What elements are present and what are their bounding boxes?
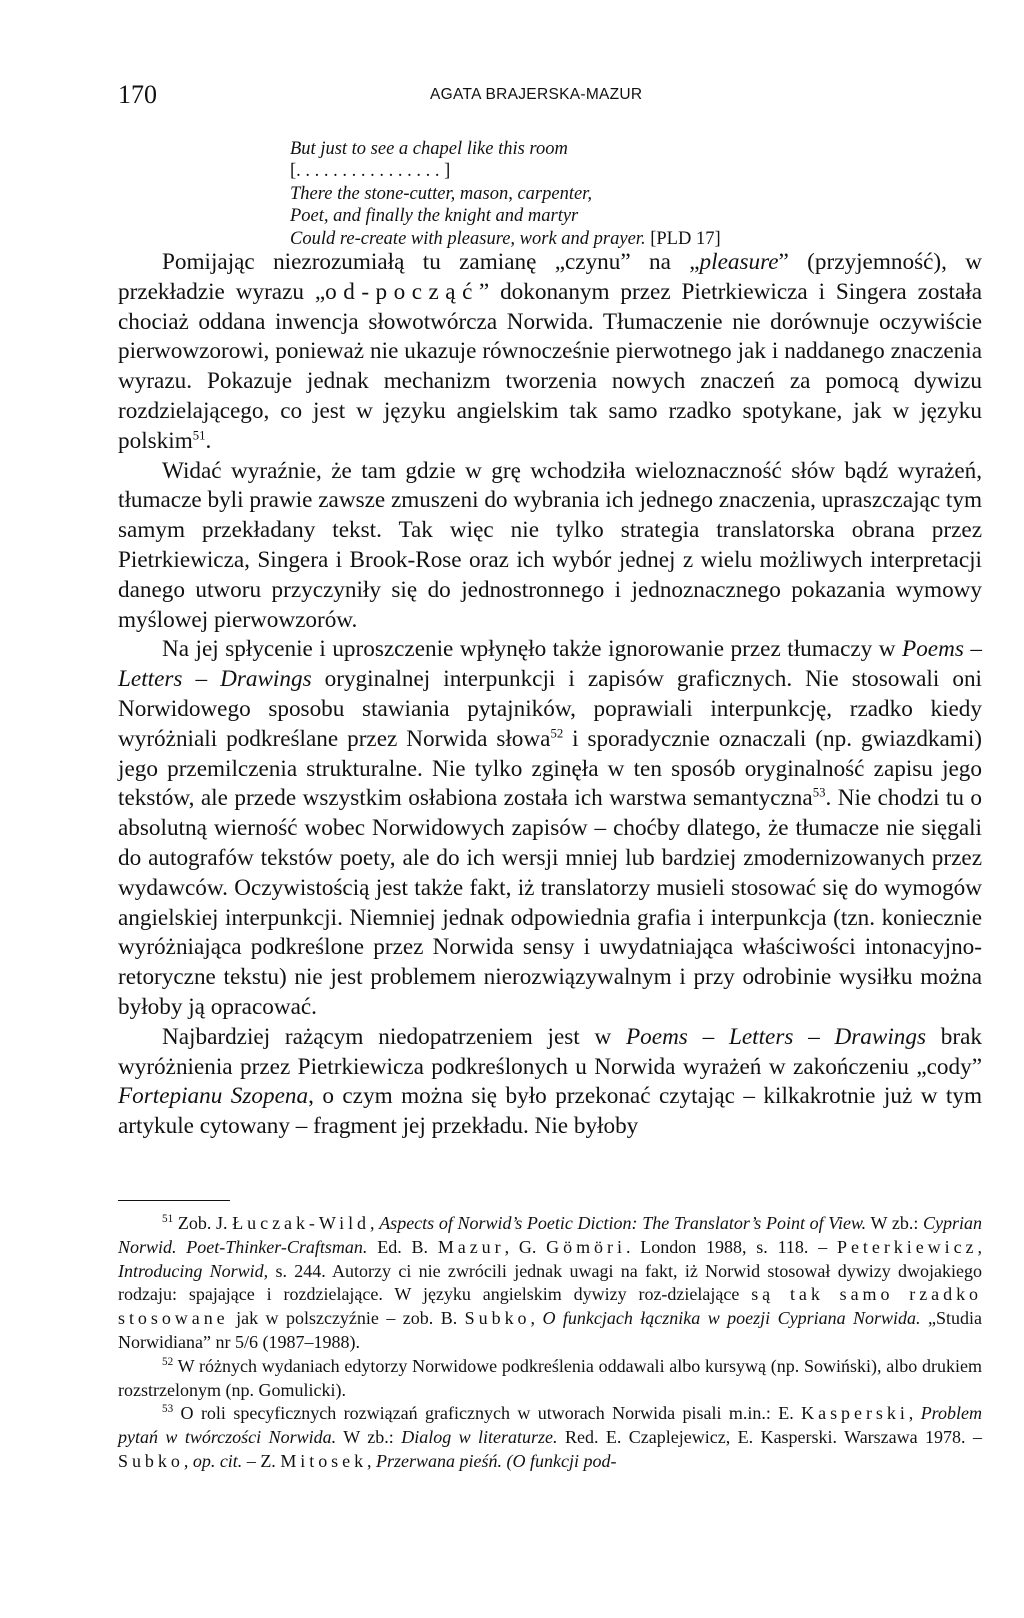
text-run: oryginalnej interpunkcji i zapisów graficznych. Nie stosowali oni Norwidowego sposobu stawiania pytajników, poprawiali interpunkcję, rzadko kiedy wyróżniali podkreślane przez Norwida słowa (118, 666, 982, 752)
paragraph (118, 248, 982, 457)
footnote-52 (118, 1355, 982, 1403)
footnote-ref[interactable]: 52 (550, 726, 564, 741)
italic-title: Aspects of Norwid’s Poetic Diction: The Translator’s Point of View. (379, 1213, 867, 1233)
text-run: , (183, 1450, 193, 1471)
text-run: , (530, 1308, 543, 1329)
text-run: W różnych wydaniach edytorzy Norwidowe podkreślenia oddawali albo kursywą (np. Sowiński), albo drukiem rozstrzelonym (np. Gomulicki). (118, 1355, 982, 1400)
italic-title: O funkcjach łącznika w poezji Cypriana Norwida. (542, 1308, 921, 1329)
italic-title: Cyprian Norwid. Poet-Thinker-Craftsman. (118, 1213, 983, 1257)
spaced-phrase: są tak samo rzadko stosowane (118, 1284, 983, 1329)
main-text (118, 248, 982, 1142)
footnote-divider (118, 1200, 230, 1201)
spaced-author: Mazur (437, 1236, 505, 1257)
spaced-author: Subko (464, 1308, 531, 1329)
text-run: Red. E. Czaplejewicz, E. Kasperski. Warszawa 1978. – (557, 1427, 982, 1448)
text-run: , (977, 1236, 982, 1257)
text-run: „Studia Norwidiana” nr 5/6 (1987–1988). (118, 1308, 982, 1352)
text-run: brak wyróżnienia przez Pietrkiewicza podkreślonych u Norwida wyrażeń w zakończeniu „cody” (118, 1023, 983, 1080)
paragraph: Widać wyraźnie, że tam gdzie w grę wchodziła wieloznaczność słów bądź wyrażeń, tłumacze byli prawie zawsze zmuszeni do wybrania ich jednego znaczenia, upraszczając tym samym przekładany tekst. Tak więc nie tylko strategia translatorska obrana przez Pietrkiewicza, Singera i Brook-Rose oraz ich wybór jednej z wielu możliwych interpretacji danego utworu przyczyniły się do jednostronnego i jednoznacznego pokazania wymowy myślowej pierwowzorów. (118, 457, 982, 633)
spaced-author: Gömöri (546, 1236, 626, 1257)
text-run: , (367, 1450, 377, 1471)
text-run: ” dokonanym przez Pietrkiewicza i Singera została chociaż oddana inwencja słowotwórcza Norwida. Tłumaczenie nie dorównuje oczywiście pierwowzorowi, ponieważ nie ukazuje równocześnie pierwotnego jak i naddanego znaczenia wyrazu. Pokazuje jednak mechanizm tworzenia nowych znaczeń za pomocą dywizu rozdzielającego, co jest w języku angielskim tak samo rzadko spotykane, jak w języku polskim (118, 278, 982, 454)
text-run: – Z. (242, 1450, 281, 1471)
text-run: Pomijając niezrozumiałą tu zamianę „czynu” na „ (162, 249, 700, 275)
spaced-author: Łuczak-Wild (232, 1213, 370, 1233)
italic-term: op. cit. (192, 1450, 243, 1471)
text-run: , o czym można się było przekonać czytając – kilkakrotnie już w tym artykule cytowany – fragment jej przekładu. Nie byłoby (118, 1083, 982, 1140)
italic-title: Fortepianu Szopena (118, 1083, 309, 1110)
page-number: 170 (118, 80, 157, 109)
paragraph (118, 635, 982, 1022)
verse-ellipsis: [. . . . . . . . . . . . . . . . ] (290, 161, 451, 182)
italic-title: Dialog w literaturze. (401, 1427, 558, 1448)
text-run: s. 244. Autorzy ci nie zwrócili jednak uwagi na fakt, iż Norwid stosował dywizy dwojakiego rodzaju: spajające i rozdzielające. W języku angielskim dywizy roz-dzielające (118, 1260, 982, 1305)
footnote-number: 53 (162, 1403, 174, 1416)
verse-line-text: Could re-create with pleasure, work and prayer. (290, 228, 646, 249)
text-run: , (370, 1213, 380, 1233)
text-run: O roli specyficznych rozwiązań graficznych w utworach Norwida pisali m.in.: E. (173, 1403, 802, 1424)
text-run: . London 1988, s. 118. – (625, 1236, 837, 1257)
footnotes (118, 1212, 982, 1474)
footnote-53 (118, 1402, 982, 1473)
italic-term: pleasure (699, 249, 779, 275)
running-header (118, 80, 982, 112)
italic-title: Poems – Letters – Drawings (626, 1023, 927, 1050)
footnote-ref[interactable]: 53 (812, 785, 826, 800)
italic-title: Introducing Norwid, (118, 1260, 269, 1281)
verse-quotation (290, 138, 990, 250)
spaced-author: Peterkiewicz (837, 1236, 978, 1257)
footnote-ref[interactable]: 51 (192, 428, 206, 443)
text-run: , (908, 1403, 921, 1424)
text-run: Ed. B. (367, 1236, 438, 1257)
verse-line (290, 228, 990, 250)
text-run: Zob. J. (173, 1213, 233, 1233)
verse-line: But just to see a chapel like this room (290, 139, 568, 159)
verse-line: There the stone-cutter, mason, carpenter, (290, 183, 592, 204)
running-title: AGATA BRAJERSKA-MAZUR (430, 86, 643, 103)
text-run: , G. (504, 1236, 547, 1257)
footnote-number: 51 (162, 1213, 174, 1225)
text-run: . (205, 427, 212, 454)
verse-source-ref: [PLD 17] (645, 228, 721, 249)
text-run: i sporadycznie oznaczali (np. gwiazdkami) jego przemilczenia strukturalne. Nie tylko zginęła w ten sposób oryginalność zapisu jego tekstów, ale przede wszystkim osłabiona została ich warstwa semantyczna (118, 725, 982, 812)
text-run: . Nie chodzi tu o absolutną wierność wobec Norwidowych zapisów – choćby dlatego, że tłumacze nie sięgali do autografów tekstów poety, ale do ich wersji mniej lub bardziej zmodernizowanych przez wydawców. Oczywistością jest także fakt, iż translatorzy musieli stosować się do wymogów angielskiej interpunkcji. Niemniej jednak odpowiednia grafia i interpunkcja (tzn. koniecznie wyróżniająca podkreślone przez Norwida sensy i uwydatniająca właściwości intonacyjno-retoryczne tekstu) nie jest problemem nierozwiązywalnym i przy odrobinie wysiłku można byłoby ją opracować. (118, 785, 982, 1020)
text-run: Na jej spłycenie i uproszczenie wpłynęło także ignorowanie przez tłumaczy w (162, 636, 903, 663)
italic-title: Przerwana pieśń. (O funkcji pod- (376, 1450, 617, 1471)
italic-title: Problem pytań w twórczości Norwida. (118, 1403, 983, 1448)
verse-line: Poet, and finally the knight and martyr (290, 206, 579, 227)
text-run: W zb.: (336, 1427, 402, 1448)
spaced-word: od-począć (325, 278, 479, 305)
paragraph (118, 1023, 982, 1142)
text-run: W zb.: (866, 1213, 924, 1233)
spaced-author: Subko (118, 1450, 184, 1471)
spaced-author: Kasperski (801, 1403, 909, 1424)
footnote-51 (118, 1212, 982, 1355)
text-run: ” (przyjemność), w przekładzie wyrazu „ (118, 249, 982, 305)
text-run: jak w polszczyźnie – zob. B. (228, 1308, 465, 1329)
spaced-author: Mitosek (280, 1450, 368, 1471)
footnote-number: 52 (162, 1355, 174, 1368)
italic-title: Poems – Letters – Drawings (118, 636, 982, 693)
text-run: Najbardziej rażącym niedopatrzeniem jest w (162, 1023, 627, 1050)
